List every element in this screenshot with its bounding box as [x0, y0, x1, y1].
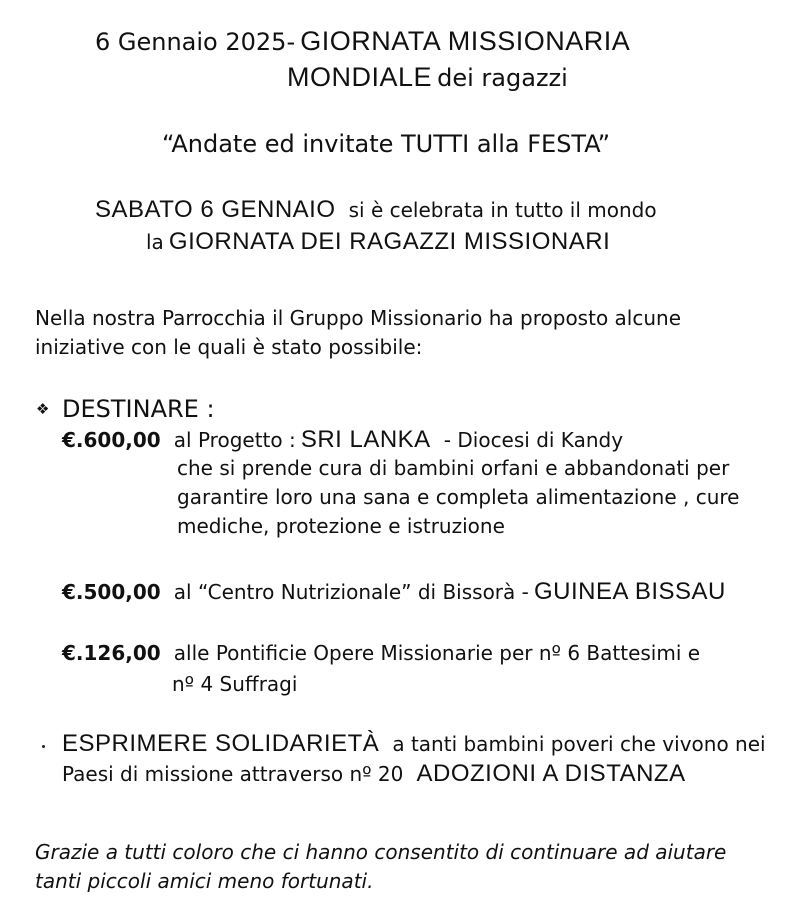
intro-line-1: Nella nostra Parrocchia il Gruppo Missionario ha proposto alcune — [35, 306, 682, 330]
donation-item-3 — [62, 641, 700, 665]
donation-detail: - Diocesi di Kandy — [443, 428, 624, 452]
donation-lead: alle Pontificie Opere Missionarie per nº 6 Battesimi e — [173, 641, 701, 665]
donation-place: SRI LANKA — [300, 426, 431, 453]
closing-line-1: Grazie a tutti coloro che ci hanno consentito di continuare ad aiutare — [35, 840, 727, 864]
donation-item-1-line-3: mediche, protezione e istruzione — [177, 514, 505, 538]
title-event-a: GIORNATA MISSIONARIA — [300, 26, 631, 56]
solidarity-highlight: ADOZIONI A DISTANZA — [416, 760, 686, 787]
donation-item-3-line-2: nº 4 Suffragi — [172, 672, 298, 696]
title-line-2 — [287, 62, 568, 93]
announcement-line-2 — [146, 228, 610, 256]
title-suffix: dei ragazzi — [437, 64, 568, 92]
donation-item-1-line-1: che si prende cura di bambini orfani e abbandonati per — [177, 456, 730, 480]
announcement-prefix: la — [146, 230, 164, 254]
solidarity-line-2-text: Paesi di missione attraverso nº 20 — [62, 762, 404, 786]
donation-item-2 — [62, 578, 726, 606]
donation-amount: €.600,00 — [62, 428, 161, 452]
donation-place: GUINEA BISSAU — [533, 578, 726, 605]
solidarity-line-1 — [62, 730, 766, 758]
donation-amount: €.126,00 — [62, 641, 161, 665]
intro-line-2: iniziative con le quali è stato possibile: — [35, 335, 423, 359]
solidarity-line-2 — [62, 760, 686, 788]
title-event-b: MONDIALE — [287, 62, 433, 92]
diamond-bullet-icon: ❖ — [36, 400, 50, 418]
destinare-heading: DESTINARE : — [62, 395, 215, 423]
donation-amount: €.500,00 — [62, 580, 161, 604]
solidarity-text: a tanti bambini poveri che vivono nei — [392, 732, 766, 756]
solidarity-heading: ESPRIMERE SOLIDARIETÀ — [62, 730, 380, 757]
closing-line-2: tanti piccoli amici meno fortunati. — [35, 869, 374, 893]
title-date: 6 Gennaio 2025- — [95, 28, 296, 56]
announcement-text: si è celebrata in tutto il mondo — [348, 198, 657, 222]
donation-item-1-line-2: garantire loro una sana e completa alimentazione , cure — [177, 485, 740, 509]
announcement-line-1 — [95, 196, 657, 224]
donation-lead: al “Centro Nutrizionale” di Bissorà - — [173, 580, 529, 604]
announcement-event: GIORNATA DEI RAGAZZI MISSIONARI — [168, 228, 611, 255]
title-line-1 — [95, 26, 630, 57]
dot-bullet-icon — [42, 745, 45, 748]
motto: “Andate ed invitate TUTTI alla FESTA” — [162, 130, 611, 158]
donation-item-1 — [62, 426, 623, 454]
donation-lead: al Progetto : — [173, 428, 296, 452]
announcement-date: SABATO 6 GENNAIO — [95, 196, 336, 223]
